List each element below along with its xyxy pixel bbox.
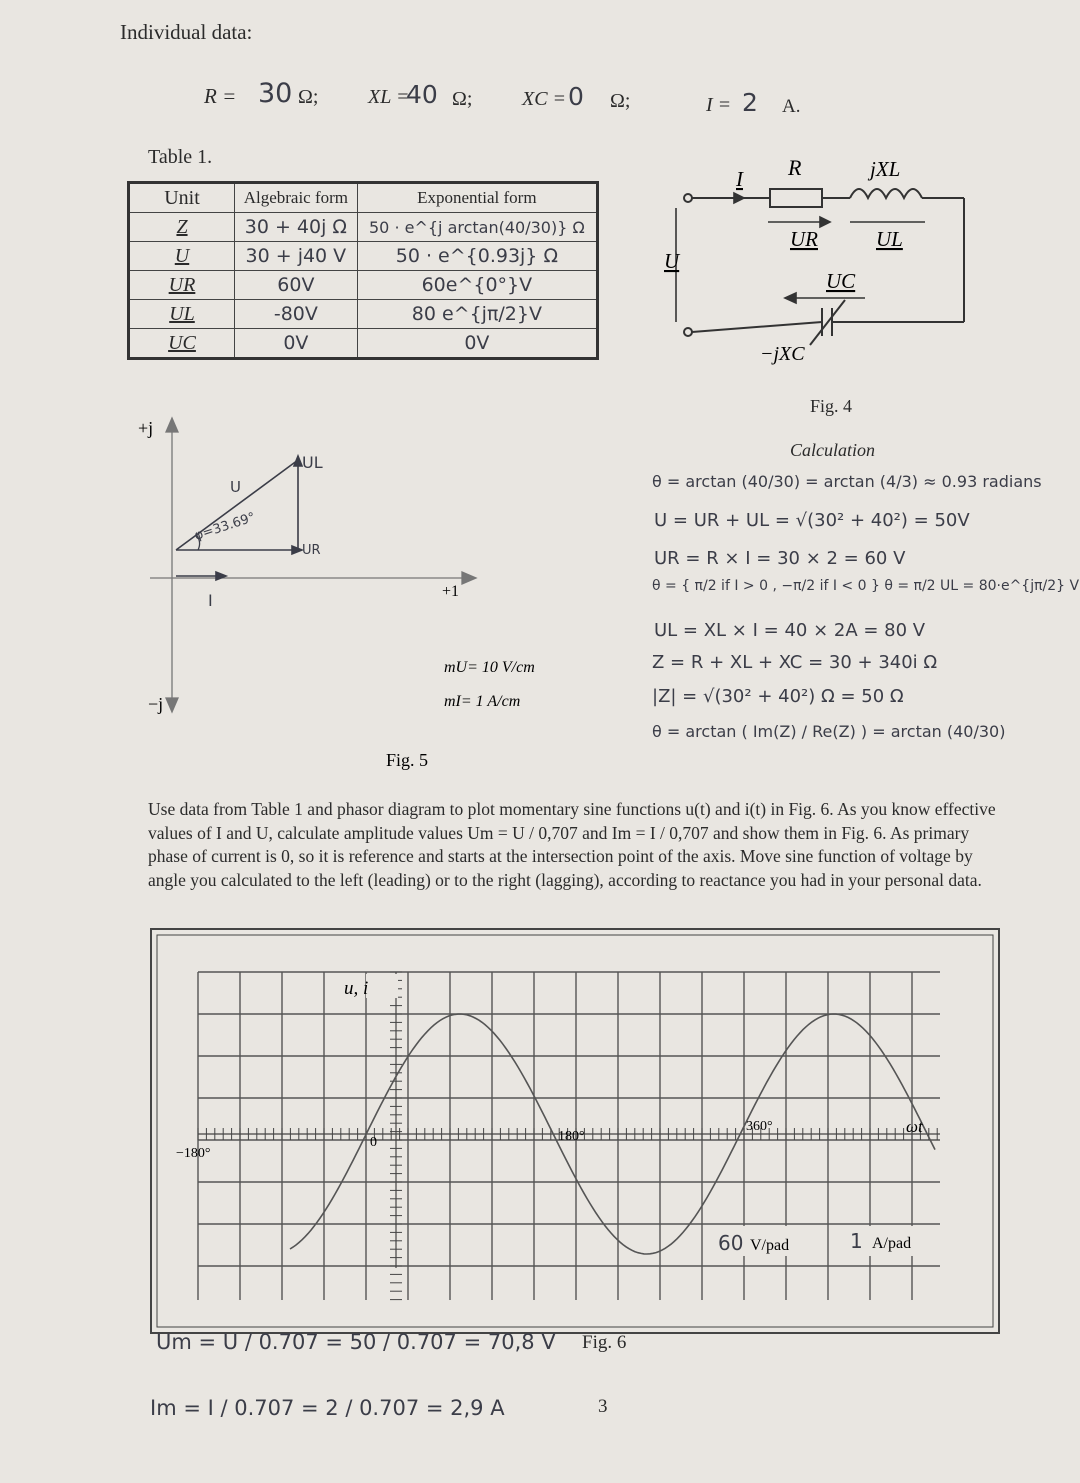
table-row: [129, 213, 598, 242]
exponential-cell: 80 e^{jπ/2}V: [357, 300, 597, 329]
unit-cell: U: [129, 242, 235, 271]
exponential-cell: 60e^{0°}V: [357, 271, 597, 300]
instructions-text: Use data from Table 1 and phasor diagram to plot momentary sine functions u(t) and i(t) in Fig. 6. As you know effective values of I and U, calculate amplitude values Um = U / 0,707 and Im = I / 0,707 and show them in Fig. 6. As primary phase of current is 0, so it is reference and starts at the intersection point of the axis. Move sine function of voltage by angle you calculated to the left (leading) or to the right (lagging), according to reactance you had in your personal data.: [148, 799, 996, 890]
algebraic-cell: 0V: [235, 329, 358, 359]
sine-graph: [150, 928, 1000, 1338]
i-unit: A.: [782, 96, 801, 117]
unit-cell: UL: [129, 300, 235, 329]
calc-line-1: θ = arctan (40/30) = arctan (4/3) ≈ 0.93 radians: [652, 472, 1042, 491]
algebraic-cell: 60V: [235, 271, 358, 300]
table-header-row: [129, 183, 598, 213]
algebraic-cell: 30 + j40 V: [235, 242, 358, 271]
pos-j-label: +j: [138, 418, 154, 438]
calc-line-2: U = UR + UL = √(30² + 40²) = 50V: [654, 510, 970, 531]
terminal-bottom: [684, 328, 692, 336]
terminal-top: [684, 194, 692, 202]
circuit-diagram: [640, 150, 980, 400]
unit-cell: Z: [129, 213, 235, 242]
r-unit: Ω;: [298, 86, 319, 108]
circuit-jxc-label: −jXC: [760, 343, 805, 365]
unit-cell: UC: [129, 329, 235, 359]
fig5-caption: Fig. 5: [386, 750, 429, 770]
tick-180: 180°: [558, 1129, 585, 1144]
tick-360: 360°: [746, 1119, 773, 1134]
mi-scale: mI= 1 A/cm: [444, 693, 521, 710]
table-row: [129, 242, 598, 271]
calc-line-3: UR = R × I = 30 × 2 = 60 V: [654, 548, 906, 569]
table-row: [129, 271, 598, 300]
header-algebraic: Algebraic form: [235, 183, 358, 213]
phi-annotation: φ=33.69°: [192, 510, 258, 544]
calc-line-8: θ = arctan ( Im(Z) / Re(Z) ) = arctan (40/30): [652, 722, 1006, 741]
graph-y-label: u, i: [344, 978, 369, 999]
algebraic-cell: 30 + 40j Ω: [235, 213, 358, 242]
calc-line-4: θ = { π/2 if I > 0 , −π/2 if I < 0 } θ = π/2 UL = 80·e^{jπ/2} V: [652, 578, 1080, 594]
calc-line-6: Z = R + XL + XC = 30 + 340i Ω: [652, 652, 938, 673]
xc-label: XC =: [522, 88, 567, 110]
circuit-jxl-label: jXL: [870, 157, 901, 181]
calc-line-7: |Z| = √(30² + 40²) Ω = 50 Ω: [652, 686, 904, 707]
ul-annotation: UL: [302, 453, 323, 472]
scale-a-value: 1: [850, 1229, 863, 1253]
table-1: [127, 181, 599, 360]
header-exponential: Exponential form: [357, 183, 597, 213]
graph-x-label: ωt: [906, 1117, 923, 1136]
scale-v-value: 60: [718, 1231, 744, 1255]
xc-unit: Ω;: [610, 90, 631, 112]
page-heading: Individual data:: [120, 20, 253, 44]
scale-a-unit: A/pad: [872, 1235, 912, 1252]
circuit-u-label: U: [664, 249, 680, 273]
algebraic-cell: -80V: [235, 300, 358, 329]
pos-one-label: +1: [442, 583, 460, 600]
instructions-paragraph: [148, 798, 998, 892]
i-value: 2: [742, 88, 758, 117]
i-annotation: I: [208, 591, 213, 610]
fig4-caption: Fig. 4: [810, 396, 853, 416]
xl-label: XL =: [368, 86, 410, 108]
r-label: R =: [204, 84, 237, 108]
scale-v-unit: V/pad: [750, 1237, 790, 1254]
calc-title: Calculation: [790, 440, 875, 460]
unit-cell: UR: [129, 271, 235, 300]
page-number: 3: [598, 1396, 608, 1417]
tick-0: 0: [370, 1135, 377, 1150]
inductor-symbol: [850, 189, 922, 198]
um-calculation: Um = U / 0.707 = 50 / 0.707 = 70,8 V: [156, 1330, 556, 1354]
exponential-cell: 50 · e^{j arctan(40/30)} Ω: [357, 213, 597, 242]
fig6-caption: Fig. 6: [582, 1332, 627, 1353]
tick-minus-180: −180°: [176, 1146, 211, 1161]
xl-value: 40: [406, 80, 438, 109]
r-value: 30: [258, 78, 293, 109]
i-label: I =: [706, 94, 732, 116]
im-calculation: Im = I / 0.707 = 2 / 0.707 = 2,9 A: [150, 1396, 505, 1420]
exponential-cell: 50 · e^{0.93j} Ω: [357, 242, 597, 271]
header-unit: Unit: [129, 183, 235, 213]
circuit-ul-label: UL: [876, 227, 903, 251]
circuit-current-label: I: [736, 167, 743, 191]
mu-scale: mU= 10 V/cm: [444, 659, 535, 676]
exponential-cell: 0V: [357, 329, 597, 359]
circuit-uc-label: UC: [826, 269, 856, 293]
xl-unit: Ω;: [452, 88, 473, 110]
table-row: [129, 329, 598, 359]
phasor-diagram: [120, 400, 620, 780]
table-row: [129, 300, 598, 329]
neg-j-label: −j: [148, 694, 164, 714]
ur-annotation: UR: [302, 543, 321, 558]
resistor-symbol: [770, 189, 822, 207]
circuit-ur-label: UR: [790, 227, 818, 251]
xc-value: 0: [568, 82, 584, 111]
u-annotation: U: [230, 478, 241, 496]
table-caption: Table 1.: [148, 146, 213, 168]
calc-line-5: UL = XL × I = 40 × 2A = 80 V: [654, 620, 926, 641]
circuit-r-label: R: [788, 155, 802, 180]
